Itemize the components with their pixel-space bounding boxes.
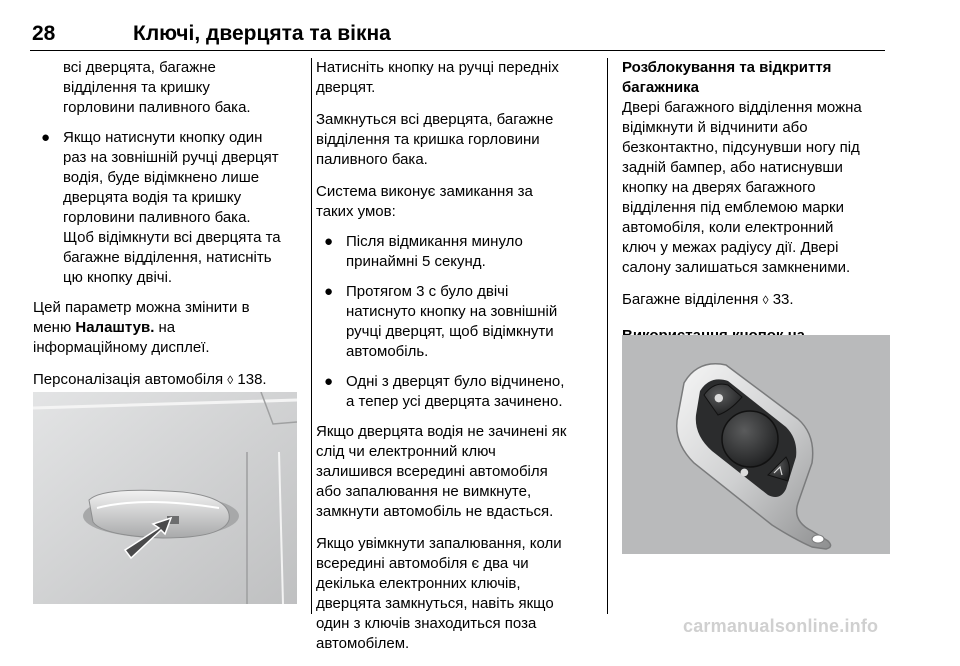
personalization-ref[interactable]: Персоналізація автомобіля ◊ 138. [33,371,267,388]
press-button-paragraph: Натисніть кнопку на ручці передніх дверцят. [316,59,559,96]
locking-result-paragraph: Замкнуться всі дверцята, багажне відділення та кришка горловини паливного бака. [316,111,554,168]
multiple-keys-paragraph: Якщо увімкнути запалювання, коли всередині автомобіля є два чи декілька електронних ключів, дверцята замкнуться, навіть якщо один з ключів знаходиться поза автомобілем. [316,535,562,652]
page-header [30,10,885,52]
bullet-dot: ● [324,233,334,250]
bullet-item: ● Одні з дверцят було відчинено, а тепер усі дверцята зачинено. [324,373,565,410]
svg-text:●: ● [714,391,724,404]
column-divider-1 [311,58,312,614]
bullet-item: ● Протягом 3 с було двічі натиснуто кнопку на зовнішній ручці дверцят, щоб відімкнути автомобіль. [324,283,558,360]
page-ref-icon: ◊ [762,293,769,307]
door-handle-svg [33,392,297,604]
bullet-dot: ● [41,129,51,146]
bullet-continuation: всі дверцята, багажне відділення та кришку горловини паливного бака. [63,59,251,116]
page-number: 28 [32,22,56,45]
column-3 [622,58,890,366]
lock-failure-paragraph: Якщо дверцята водія не зачинені як слід чи електронний ключ залишився всередині автомобіля або запалювання не вимкнуте, замкнути автомобіль не вдасться. [316,423,567,520]
column-1 [33,58,303,422]
bullet-item: ● Якщо натиснути кнопку один раз на зовнішній ручці дверцят водія, буде відімкнено лише дверцята водія та кришку горловини паливного бака. Щоб відімкнути всі дверцята та багажне відділення, натисніть цю кнопку двічі. [41,129,281,286]
header-rule [30,50,885,51]
bullet-dot: ● [324,283,334,300]
electronic-key-svg [622,335,890,554]
luggage-compartment-ref[interactable]: Багажне відділення ◊ 33. [622,291,794,308]
electronic-key-illustration [622,335,890,554]
column-divider-2 [607,58,608,614]
tailgate-paragraph: Двері багажного відділення можна відімкнути й відчинити або безконтактно, підсунувши ногу під задній бампер, або натиснувши кнопку на дверях багажного відділення під емблемою марки автомобіля, коли електронний ключ у межах радіусу дії. Двері салону залишаться замкненими. [622,99,862,276]
section-heading-tailgate: Розблокування та відкриття багажника [622,59,832,96]
conditions-paragraph: Система виконує замикання за таких умов: [316,183,533,220]
svg-text:●: ● [740,467,749,478]
bullet-dot: ● [324,373,334,390]
watermark-url: carmanualsonline.info [683,616,879,636]
page-title: Ключі, дверцята та вікна [133,22,391,45]
settings-paragraph: Цей параметр можна змінити в меню Налаштув. на інформаційному дисплеї. [33,299,250,356]
settings-menu-name: Налаштув. [75,319,155,336]
page-ref-icon: ◊ [227,373,234,387]
door-handle-illustration [33,392,297,604]
column-2 [316,58,598,666]
bullet-item: ● Після відмикання минуло принаймні 5 секунд. [324,233,523,270]
